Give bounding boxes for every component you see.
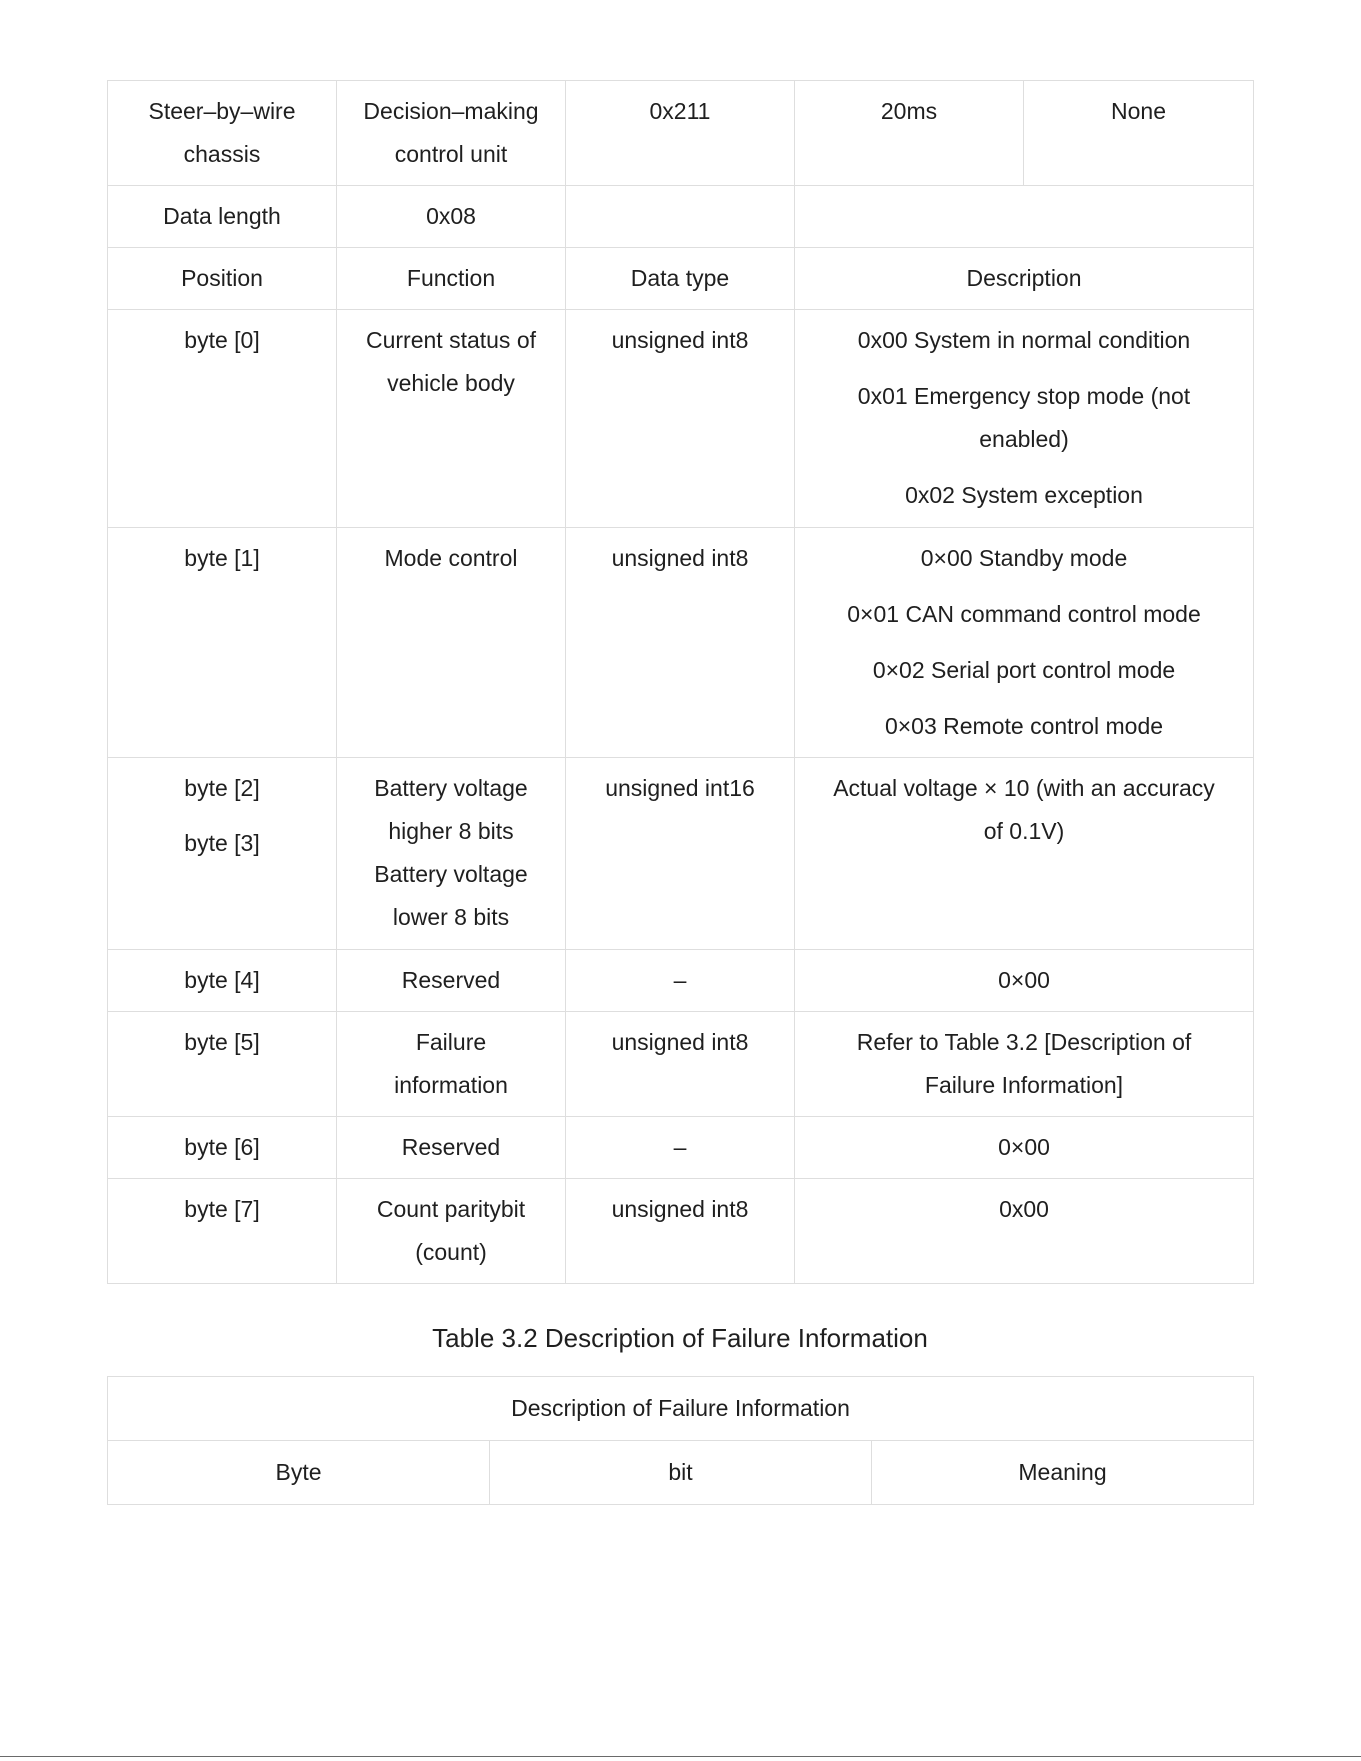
data-type-text: – <box>673 1134 687 1160</box>
message-id-cell <box>566 81 795 186</box>
data-type-text: unsigned int8 <box>611 545 749 571</box>
data-type-cell <box>566 528 795 758</box>
data-length-label: Data length <box>108 186 337 248</box>
position-cell <box>108 528 337 758</box>
function-text: vehicle body <box>387 370 515 396</box>
description-cell <box>795 950 1254 1012</box>
description-cell <box>795 1012 1254 1117</box>
column-header-description: Description <box>795 248 1254 310</box>
description-text: 0×03 Remote control mode <box>884 713 1164 739</box>
data-type-cell <box>566 758 795 950</box>
page-bottom-rule <box>0 1756 1361 1757</box>
function-text: Count paritybit <box>376 1196 526 1222</box>
function-text: Current status of <box>365 327 537 353</box>
receiver-cell <box>337 81 566 186</box>
description-text: enabled) <box>979 426 1069 452</box>
description-cell <box>795 528 1254 758</box>
column-header-byte: Byte <box>108 1441 490 1505</box>
timeout-cell <box>1024 81 1254 186</box>
table-row <box>108 1117 1254 1179</box>
table-row <box>108 528 1254 758</box>
data-length-row <box>108 186 1254 248</box>
description-text: 0×02 Serial port control mode <box>872 657 1176 683</box>
column-header-position: Position <box>108 248 337 310</box>
function-text: lower 8 bits <box>392 904 510 930</box>
data-type-cell <box>566 1179 795 1284</box>
column-header-bit: bit <box>490 1441 872 1505</box>
description-text: 0x00 <box>999 1196 1049 1222</box>
description-text: 0x02 System exception <box>905 482 1143 508</box>
description-text: Actual voltage × 10 (with an accuracy <box>833 775 1215 801</box>
description-text: 0x01 Emergency stop mode (not <box>857 383 1191 409</box>
position-cell <box>108 758 337 950</box>
data-type-cell <box>566 1117 795 1179</box>
function-cell <box>337 1179 566 1284</box>
description-text: of 0.1V) <box>983 818 1065 844</box>
receiver-line: Decision–making <box>363 98 539 124</box>
description-cell <box>795 1117 1254 1179</box>
table-row <box>108 310 1254 528</box>
data-type-cell <box>566 950 795 1012</box>
position-cell <box>108 310 337 528</box>
function-text: higher 8 bits <box>388 818 514 844</box>
position-text: byte [0] <box>184 327 260 353</box>
data-length-value: 0x08 <box>337 186 566 248</box>
empty-cell <box>566 186 795 248</box>
function-cell <box>337 950 566 1012</box>
position-text: byte [4] <box>184 967 260 993</box>
function-cell <box>337 1012 566 1117</box>
data-type-text: unsigned int8 <box>611 1196 749 1222</box>
data-type-cell <box>566 310 795 528</box>
position-text: byte [6] <box>184 1134 260 1160</box>
table-row <box>108 1012 1254 1117</box>
function-text: Mode control <box>384 545 518 571</box>
position-cell <box>108 1117 337 1179</box>
message-header-row <box>108 81 1254 186</box>
function-text: information <box>394 1072 508 1098</box>
function-text: Reserved <box>401 1134 501 1160</box>
period: 20ms <box>880 98 938 124</box>
table-row <box>108 1179 1254 1284</box>
column-header-data-type: Data type <box>566 248 795 310</box>
description-cell <box>795 310 1254 528</box>
receive-timeout: None <box>1111 98 1166 124</box>
sender-line: chassis <box>183 141 261 167</box>
data-type-text: unsigned int16 <box>605 775 755 801</box>
function-text: Battery voltage <box>374 861 528 887</box>
function-cell <box>337 758 566 950</box>
position-text: byte [1] <box>184 545 260 571</box>
empty-cell <box>795 186 1254 248</box>
position-text: byte [7] <box>184 1196 260 1222</box>
failure-table-header-row <box>108 1441 1254 1505</box>
function-text: Battery voltage <box>374 775 528 801</box>
position-cell <box>108 950 337 1012</box>
function-text: Reserved <box>401 967 501 993</box>
receiver-line: control unit <box>394 141 508 167</box>
column-header-function: Function <box>337 248 566 310</box>
can-message-table <box>107 80 1254 1284</box>
period-cell <box>795 81 1024 186</box>
data-type-text: – <box>673 967 687 993</box>
position-text: byte [3] <box>184 830 260 856</box>
message-id: 0x211 <box>649 98 711 124</box>
position-text: byte [2] <box>184 775 260 801</box>
description-text: 0×00 Standby mode <box>920 545 1128 571</box>
description-text: 0x00 System in normal condition <box>857 327 1191 353</box>
data-type-text: unsigned int8 <box>611 327 749 353</box>
table-row <box>108 758 1254 950</box>
table-caption: Table 3.2 Description of Failure Information <box>432 1323 928 1353</box>
description-text: 0×01 CAN command control mode <box>847 601 1201 627</box>
description-cell <box>795 758 1254 950</box>
description-cell <box>795 1179 1254 1284</box>
position-cell <box>108 1012 337 1117</box>
data-type-text: unsigned int8 <box>611 1029 749 1055</box>
position-text: byte [5] <box>184 1029 260 1055</box>
function-text: Failure <box>415 1029 487 1055</box>
position-cell <box>108 1179 337 1284</box>
function-cell <box>337 310 566 528</box>
function-cell <box>337 1117 566 1179</box>
column-header-row <box>108 248 1254 310</box>
function-text: (count) <box>415 1239 487 1265</box>
function-cell <box>337 528 566 758</box>
failure-table-title: Description of Failure Information <box>108 1377 1254 1441</box>
column-header-meaning: Meaning <box>872 1441 1254 1505</box>
failure-info-table <box>107 1376 1254 1505</box>
description-text: 0×00 <box>998 1134 1050 1160</box>
sender-line: Steer–by–wire <box>148 98 296 124</box>
sender-cell <box>108 81 337 186</box>
table-row <box>108 950 1254 1012</box>
description-text: Failure Information] <box>924 1072 1124 1098</box>
failure-table-title-row <box>108 1377 1254 1441</box>
description-text: Refer to Table 3.2 [Description of <box>856 1029 1192 1055</box>
data-type-cell <box>566 1012 795 1117</box>
description-text: 0×00 <box>998 967 1050 993</box>
